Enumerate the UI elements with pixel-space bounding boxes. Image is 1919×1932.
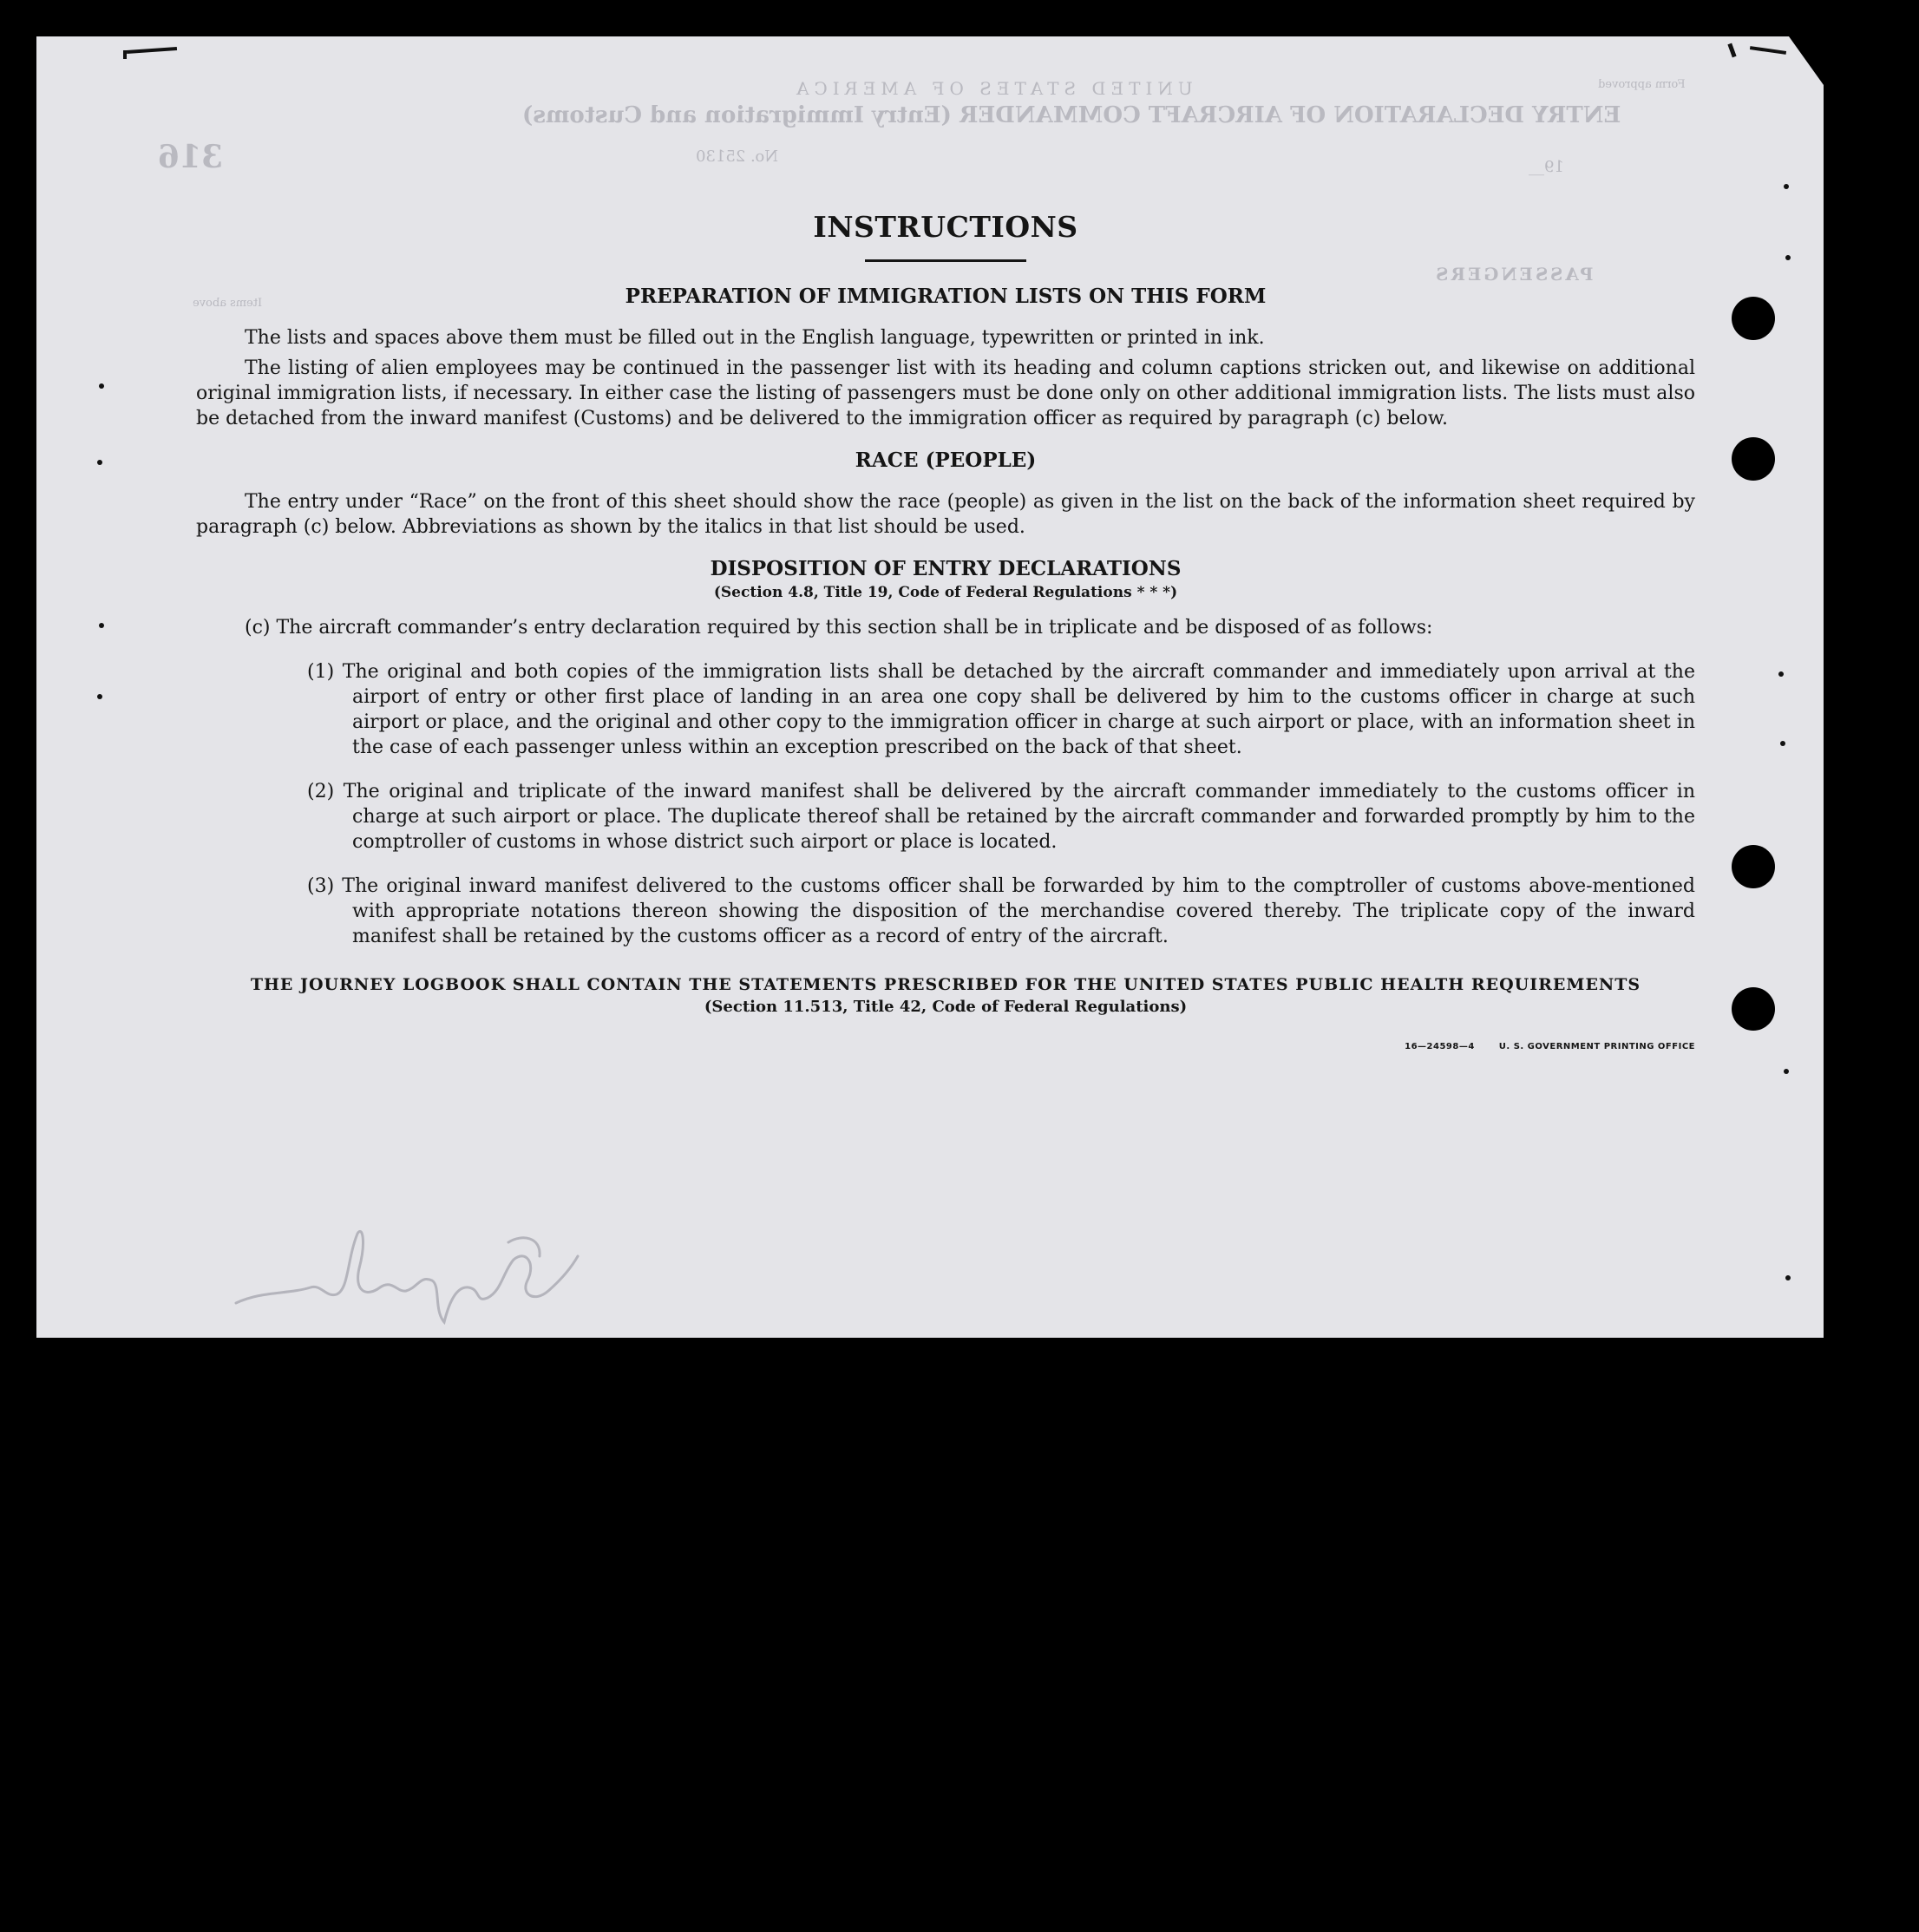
punch-hole (1732, 845, 1775, 888)
speck (1778, 671, 1784, 677)
scan-mark (1727, 43, 1736, 58)
punch-hole (1732, 297, 1775, 340)
printer-name: U. S. GOVERNMENT PRINTING OFFICE (1498, 1042, 1695, 1051)
scan-mark (1750, 46, 1786, 55)
handwritten-signature (227, 1208, 592, 1329)
section-heading: DISPOSITION OF ENTRY DECLARATIONS (710, 557, 1182, 580)
punch-hole (1732, 437, 1775, 481)
section-heading: PREPARATION OF IMMIGRATION LISTS ON THIS FORM (625, 285, 1267, 308)
form-number: 16—24598—4 (1405, 1042, 1475, 1051)
speck (1785, 255, 1791, 260)
list-item: (3) The original inward manifest delivered to the customs officer shall be forwarded by him to the comptroller of customs above-mentioned with appropriate notations thereon showing the disposition of the merchandise covered thereby. The triplicate copy of the inward manifest shall be retained by the customs officer as a record of entry of the aircraft. (307, 875, 1695, 947)
scan-mark (123, 50, 127, 59)
speck (99, 383, 104, 389)
speck (1784, 1069, 1789, 1074)
document-title: INSTRUCTIONS (813, 210, 1078, 244)
body-paragraph: The entry under “Race” on the front of this sheet should show the race (people) as given in the list on the back of the information sheet required by paragraph (c) below. Abbreviations as shown by the italics in that list should be used. (196, 491, 1695, 538)
footer-citation: (Section 11.513, Title 42, Code of Federal Regulations) (704, 998, 1188, 1016)
speck (97, 694, 102, 699)
body-paragraph: The listing of alien employees may be continued in the passenger list with its heading and column captions stricken out, and likewise on additional original immigration lists, if necessary. In either case the listing of passengers must be done only on other additional immigration lists. The lists must also be detached from the inward manifest (Customs) and be delivered to the immigration officer as required by paragraph (c) below. (196, 357, 1695, 429)
list-item: (1) The original and both copies of the immigration lists shall be detached by the aircraft commander and immediately upon arrival at the airport of entry or other first place of landing in an area one copy shall be delivered by him to the customs officer in charge at such airport or place, and the original and other copy to the immigration officer in charge at such airport or place, with an information sheet in the case of each passenger unless within an exception prescribed on the back of that sheet. (307, 661, 1695, 758)
speck (99, 623, 104, 628)
bleed-through-note: Form approved (1598, 78, 1686, 91)
page-corner-cut (1789, 36, 1824, 85)
section-heading: RACE (PEOPLE) (855, 449, 1037, 472)
bleed-through-note: Items above (193, 297, 263, 310)
scan-mark (127, 47, 177, 54)
body-paragraph: (c) The aircraft commander’s entry declaration required by this section shall be in triplicate and be disposed of as follows: (245, 617, 1433, 639)
document-page (36, 36, 1824, 1338)
speck (97, 460, 102, 465)
bleed-through-line: ENTRY DECLARATION OF AIRCRAFT COMMANDER (Entry Immigration and Customs) (522, 102, 1621, 128)
section-citation: (Section 4.8, Title 19, Code of Federal Regulations * * *) (713, 584, 1178, 601)
footer-statement: THE JOURNEY LOGBOOK SHALL CONTAIN THE STATEMENTS PRESCRIBED FOR THE UNITED STATES PUBLIC HEALTH REQUIREMENTS (250, 975, 1641, 994)
bleed-through-line: No. 25130 (696, 147, 778, 166)
bleed-through-line: 19__ (1529, 158, 1564, 176)
speck (1780, 741, 1785, 746)
bleed-through-line: UNITED STATES OF AMERICA (791, 78, 1193, 99)
speck (1784, 184, 1789, 189)
instructions-body (196, 210, 1695, 1051)
body-paragraph: The lists and spaces above them must be filled out in the English language, typewritten or printed in ink. (245, 327, 1265, 349)
list-item: (2) The original and triplicate of the inward manifest shall be delivered by the aircraft commander immediately to the customs officer in charge at such airport or place. The duplicate thereof shall be retained by the aircraft commander and forwarded promptly by him to the comptroller of customs in whose district such airport or place is located. (307, 781, 1695, 853)
title-underline (865, 259, 1026, 262)
punch-hole (1732, 987, 1775, 1031)
speck (1785, 1275, 1791, 1280)
bleed-through-stamp: 316 (158, 139, 224, 175)
printer-imprint (196, 1042, 1695, 1051)
bleed-through-line: PASSENGERS (1433, 264, 1594, 285)
